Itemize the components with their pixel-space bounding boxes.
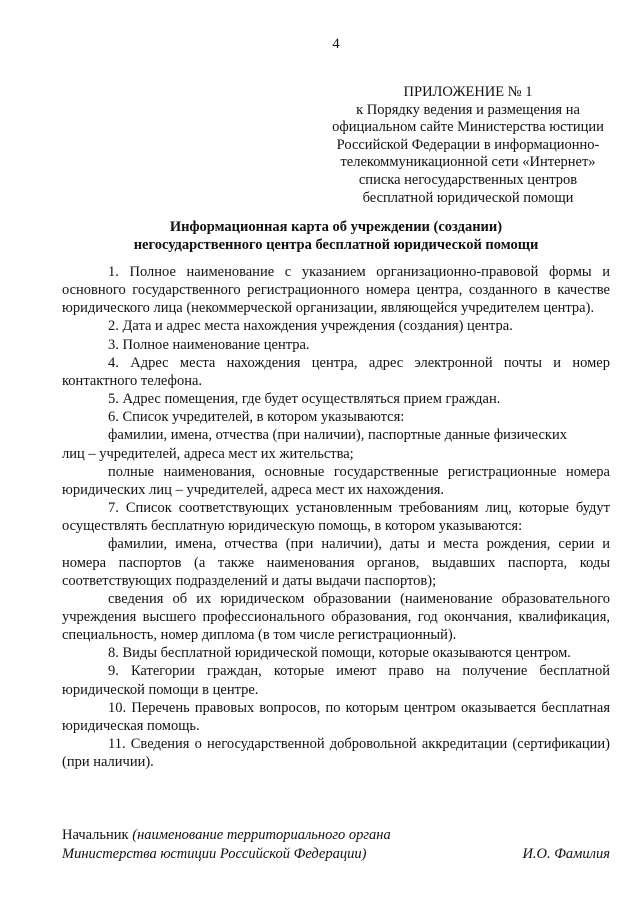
item-6-sub-1a: фамилии, имена, отчества (при наличии), паспортные данные физических — [108, 427, 567, 444]
title-line: Информационная карта об учреждении (создании) — [169, 219, 503, 235]
appendix-line: Российской Федерации в информационно- — [336, 136, 600, 153]
item-8: 8. Виды бесплатной юридической помощи, которые оказываются центром. — [108, 645, 571, 662]
signature-org-line1: (наименование территориального органа — [132, 827, 391, 843]
item-5: 5. Адрес помещения, где будет осуществляться прием граждан. — [108, 391, 501, 408]
signature-org-line2: Министерства юстиции Российской Федерации) — [62, 846, 367, 862]
appendix-line: ПРИЛОЖЕНИЕ № 1 — [403, 84, 533, 100]
title-line: негосударственного центра бесплатной юридической помощи — [133, 236, 539, 253]
item-1: 1. Полное наименование с указанием организационно-правовой формы и основного государственного регистрационного номера центра, созданного в качестве юридического лица (некоммерческой организации, являющейся учредителем центра). — [62, 264, 610, 317]
document-body — [62, 263, 610, 771]
appendix-line: списка негосударственных центров — [358, 171, 578, 188]
item-10: 10. Перечень правовых вопросов, по которым центром оказывается бесплатная юридическая помощь. — [62, 699, 610, 734]
item-9: 9. Категории граждан, которые имеют право на получение бесплатной юридической помощи в центре. — [62, 663, 610, 698]
item-7: 7. Список соответствующих установленным требованиям лиц, которые будут осуществлять бесплатную юридическую помощь, в котором указываются: — [62, 500, 610, 535]
item-6-sub-1b: лиц – учредителей, адреса мест их жительства; — [62, 445, 354, 462]
item-6-sub-2: полные наименования, основные государственные регистрационные номера юридических лиц – учредителей, адреса мест их нахождения. — [62, 463, 610, 498]
item-6: 6. Список учредителей, в котором указываются: — [108, 409, 405, 426]
appendix-header — [318, 84, 618, 207]
item-3: 3. Полное наименование центра. — [108, 336, 310, 353]
appendix-line: к Порядку ведения и размещения на — [356, 101, 580, 118]
item-7-sub-2: сведения об их юридическом образовании (наименование образовательного учреждения высшего профессионального образования, год окончания, квалификация, специальность, номер диплома (в том числе регистрационный). — [62, 590, 610, 644]
item-2: 2. Дата и адрес места нахождения учреждения (создания) центра. — [108, 318, 513, 335]
appendix-line: телекоммуникационной сети «Интернет» — [340, 154, 596, 171]
item-7-sub-1: фамилии, имена, отчества (при наличии), даты и места рождения, серии и номера паспортов (а также наименования органов, выдавших паспорта, коды соответствующих подразделений и даты выдачи паспортов); — [62, 536, 610, 589]
signature-block — [62, 826, 610, 864]
document-title — [62, 219, 610, 254]
item-11: 11. Сведения о негосударственной добровольной аккредитации (сертификации) (при наличии). — [62, 736, 610, 771]
appendix-line: бесплатной юридической помощи — [362, 189, 574, 206]
signature-name: И.О. Фамилия — [522, 846, 610, 862]
item-4: 4. Адрес места нахождения центра, адрес электронной почты и номер контактного телефона. — [62, 354, 610, 389]
appendix-line: официальном сайте Министерства юстиции — [332, 119, 604, 136]
signature-position: Начальник — [62, 827, 129, 843]
page-number: 4 — [332, 36, 340, 52]
